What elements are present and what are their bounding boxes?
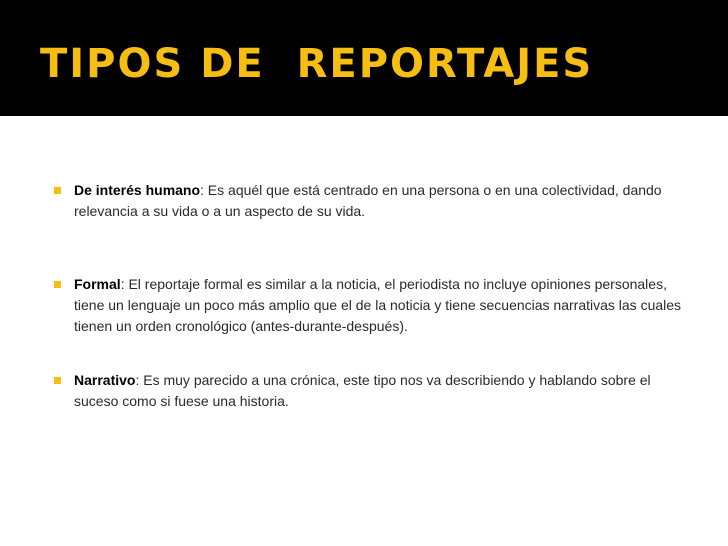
slide-title: TIPOS DE REPORTAJES <box>40 41 594 87</box>
bullet-text: : Es aquél que está centrado en una persona o en una colectividad, dando relevancia a su vida o a un aspecto de su vida. <box>74 182 662 219</box>
bullet-item-formal <box>52 274 692 337</box>
square-bullet-icon <box>54 377 61 384</box>
bullet-item-interes-humano <box>52 180 692 222</box>
bullet-text: : Es muy parecido a una crónica, este tipo nos va describiendo y hablando sobre el suceso como si fuese una historia. <box>74 372 651 409</box>
bullet-text: : El reportaje formal es similar a la noticia, el periodista no incluye opiniones personales, tiene un lenguaje un poco más amplio que el de la noticia y tiene secuencias narrativas las cuales tienen un orden cronológico (antes-durante-después). <box>74 276 682 334</box>
bullet-list <box>52 180 692 412</box>
square-bullet-icon <box>54 187 61 194</box>
square-bullet-icon <box>54 281 61 288</box>
bullet-term: Narrativo <box>74 372 136 388</box>
bullet-term: De interés humano <box>74 182 201 198</box>
bullet-item-narrativo <box>52 370 692 412</box>
bullet-term: Formal <box>74 276 121 292</box>
title-band <box>0 0 728 116</box>
